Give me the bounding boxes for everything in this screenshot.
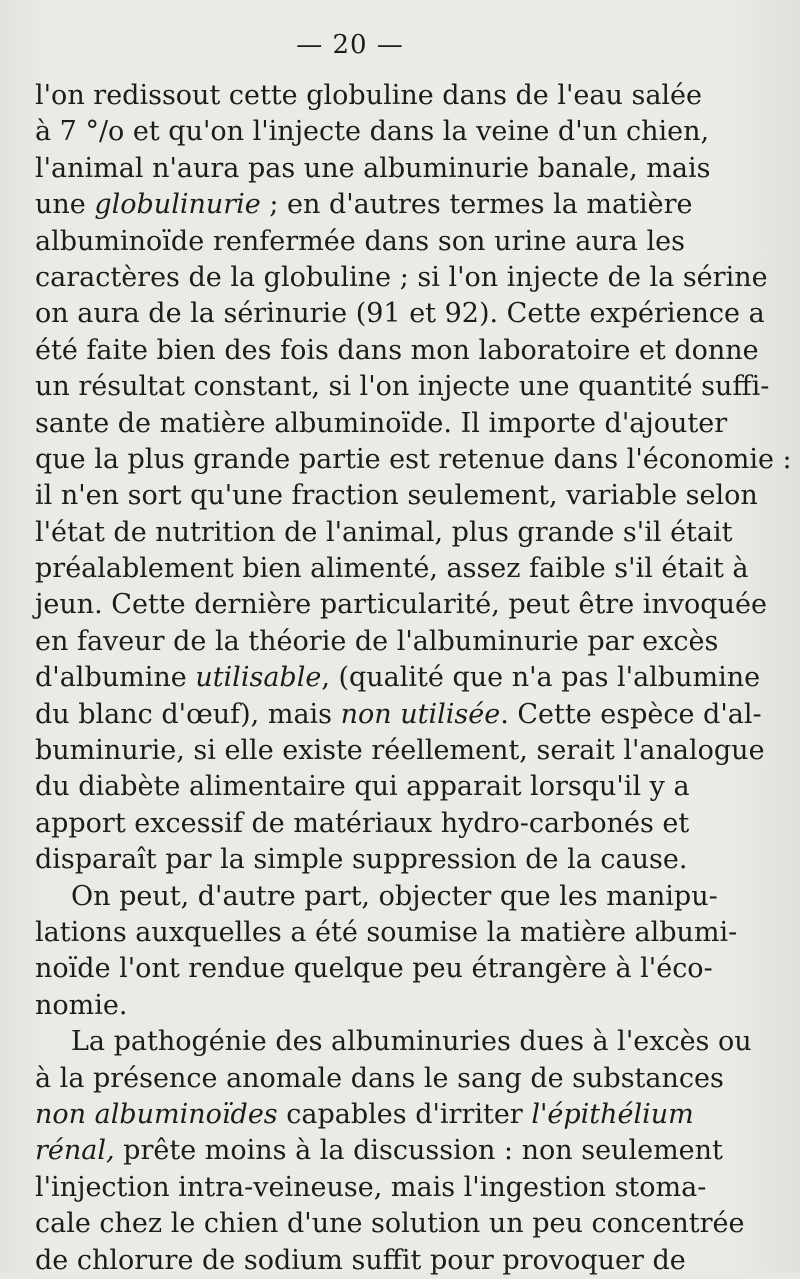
text-segment: noïde l'ont rendue quelque peu étrangère à l'éco- [35, 953, 713, 985]
text-line [35, 806, 690, 842]
text-segment: sante de matière albuminoïde. Il importe d'ajouter [35, 407, 728, 439]
text-line [35, 224, 685, 260]
italic-text: non utilisée [340, 698, 501, 730]
text-segment: , (qualité que n'a pas l'albumine [321, 662, 761, 694]
text-segment: La pathogénie des albuminuries dues à l'excès ou [71, 1026, 752, 1058]
text-line [35, 1206, 745, 1242]
text-line [35, 1061, 724, 1097]
text-segment: il n'en sort qu'une fraction seulement, variable selon [35, 480, 758, 512]
text-line [35, 78, 703, 114]
text-line [35, 551, 749, 587]
italic-text: globulinurie [94, 189, 261, 221]
italic-text: utilisable [195, 662, 322, 694]
text-line [35, 951, 713, 987]
italic-text: rénal, [35, 1135, 115, 1167]
text-segment: été faite bien des fois dans mon laboratoire et donne [35, 334, 759, 366]
text-line [35, 1133, 723, 1169]
text-segment: lations auxquelles a été soumise la matière albumi- [35, 916, 738, 948]
text-line [35, 733, 765, 769]
text-segment: du diabète alimentaire qui apparait lorsqu'il y a [35, 771, 690, 803]
text-line [35, 260, 768, 296]
text-segment: buminurie, si elle existe réellement, serait l'analogue [35, 735, 765, 767]
text-segment: disparaît par la simple suppression de la cause. [35, 844, 688, 876]
italic-text: l'épithélium [531, 1098, 694, 1130]
text-segment: caractères de la globuline ; si l'on injecte de la sérine [35, 261, 768, 293]
text-line [35, 1097, 694, 1133]
text-line [35, 624, 719, 660]
text-line [35, 1024, 752, 1060]
text-segment: . Cette espèce d'al- [500, 698, 762, 730]
text-segment: l'état de nutrition de l'animal, plus grande s'il était [35, 516, 733, 548]
italic-text: non albuminoïdes [35, 1098, 278, 1130]
text-line [35, 406, 728, 442]
text-line [35, 988, 685, 1024]
text-line [35, 697, 762, 733]
page-number: — 20 — [296, 30, 404, 60]
text-segment: prête moins à la discussion : non seulement [114, 1135, 723, 1167]
text-segment: albuminoïde renfermée dans son urine aura les [35, 225, 685, 257]
text-line [35, 879, 718, 915]
text-segment: capables d'irriter [277, 1098, 532, 1130]
text-segment: une [35, 189, 95, 221]
text-line [35, 915, 738, 951]
text-line [35, 442, 792, 478]
text-segment: à la présence anomale dans le sang de substances [35, 1062, 724, 1094]
text-segment: cale chez le chien d'une solution un peu concentrée [35, 1208, 745, 1240]
text-segment: l'on redissout cette globuline dans de l'eau salée [35, 80, 703, 111]
text-segment: nomie. [35, 989, 128, 1021]
text-segment: apport excessif de matériaux hydro-carbonés et [35, 807, 690, 839]
text-segment: à 7 °/o et qu'on l'injecte dans la veine d'un chien, [35, 116, 710, 148]
text-segment: jeun. Cette dernière particularité, peut être invoquée [35, 589, 767, 621]
body-text [35, 78, 792, 1279]
text-line [35, 515, 733, 551]
text-line [35, 478, 758, 514]
text-segment: l'animal n'aura pas une albuminurie banale, mais [35, 152, 711, 184]
text-segment: en faveur de la théorie de l'albuminurie par excès [35, 625, 719, 657]
text-line [35, 187, 693, 223]
text-segment: préalablement bien alimenté, assez faible s'il était à [35, 553, 749, 585]
text-segment: un résultat constant, si l'on injecte une quantité suffi- [35, 371, 770, 403]
text-line [35, 296, 765, 332]
text-segment: l'injection intra-veineuse, mais l'ingestion stoma- [35, 1171, 707, 1203]
text-line [35, 1243, 685, 1279]
text-line [35, 1170, 707, 1206]
text-segment: On peut, d'autre part, objecter que les manipu- [71, 880, 718, 912]
text-line [35, 587, 767, 623]
text-line [35, 151, 711, 187]
text-line [35, 769, 690, 805]
text-line [35, 842, 688, 878]
text-segment: du blanc d'œuf), mais [35, 698, 341, 730]
text-line [35, 333, 759, 369]
text-segment: de chlorure de sodium suffit pour provoquer de [35, 1244, 686, 1276]
text-segment: ; en d'autres termes la matière [260, 189, 693, 221]
text-segment: que la plus grande partie est retenue dans l'économie : [35, 443, 792, 475]
text-segment: d'albumine [35, 662, 196, 694]
text-line [35, 369, 770, 405]
text-line [35, 660, 761, 696]
text-segment: on aura de la sérinurie (91 et 92). Cette expérience a [35, 298, 765, 330]
text-line [35, 114, 710, 150]
